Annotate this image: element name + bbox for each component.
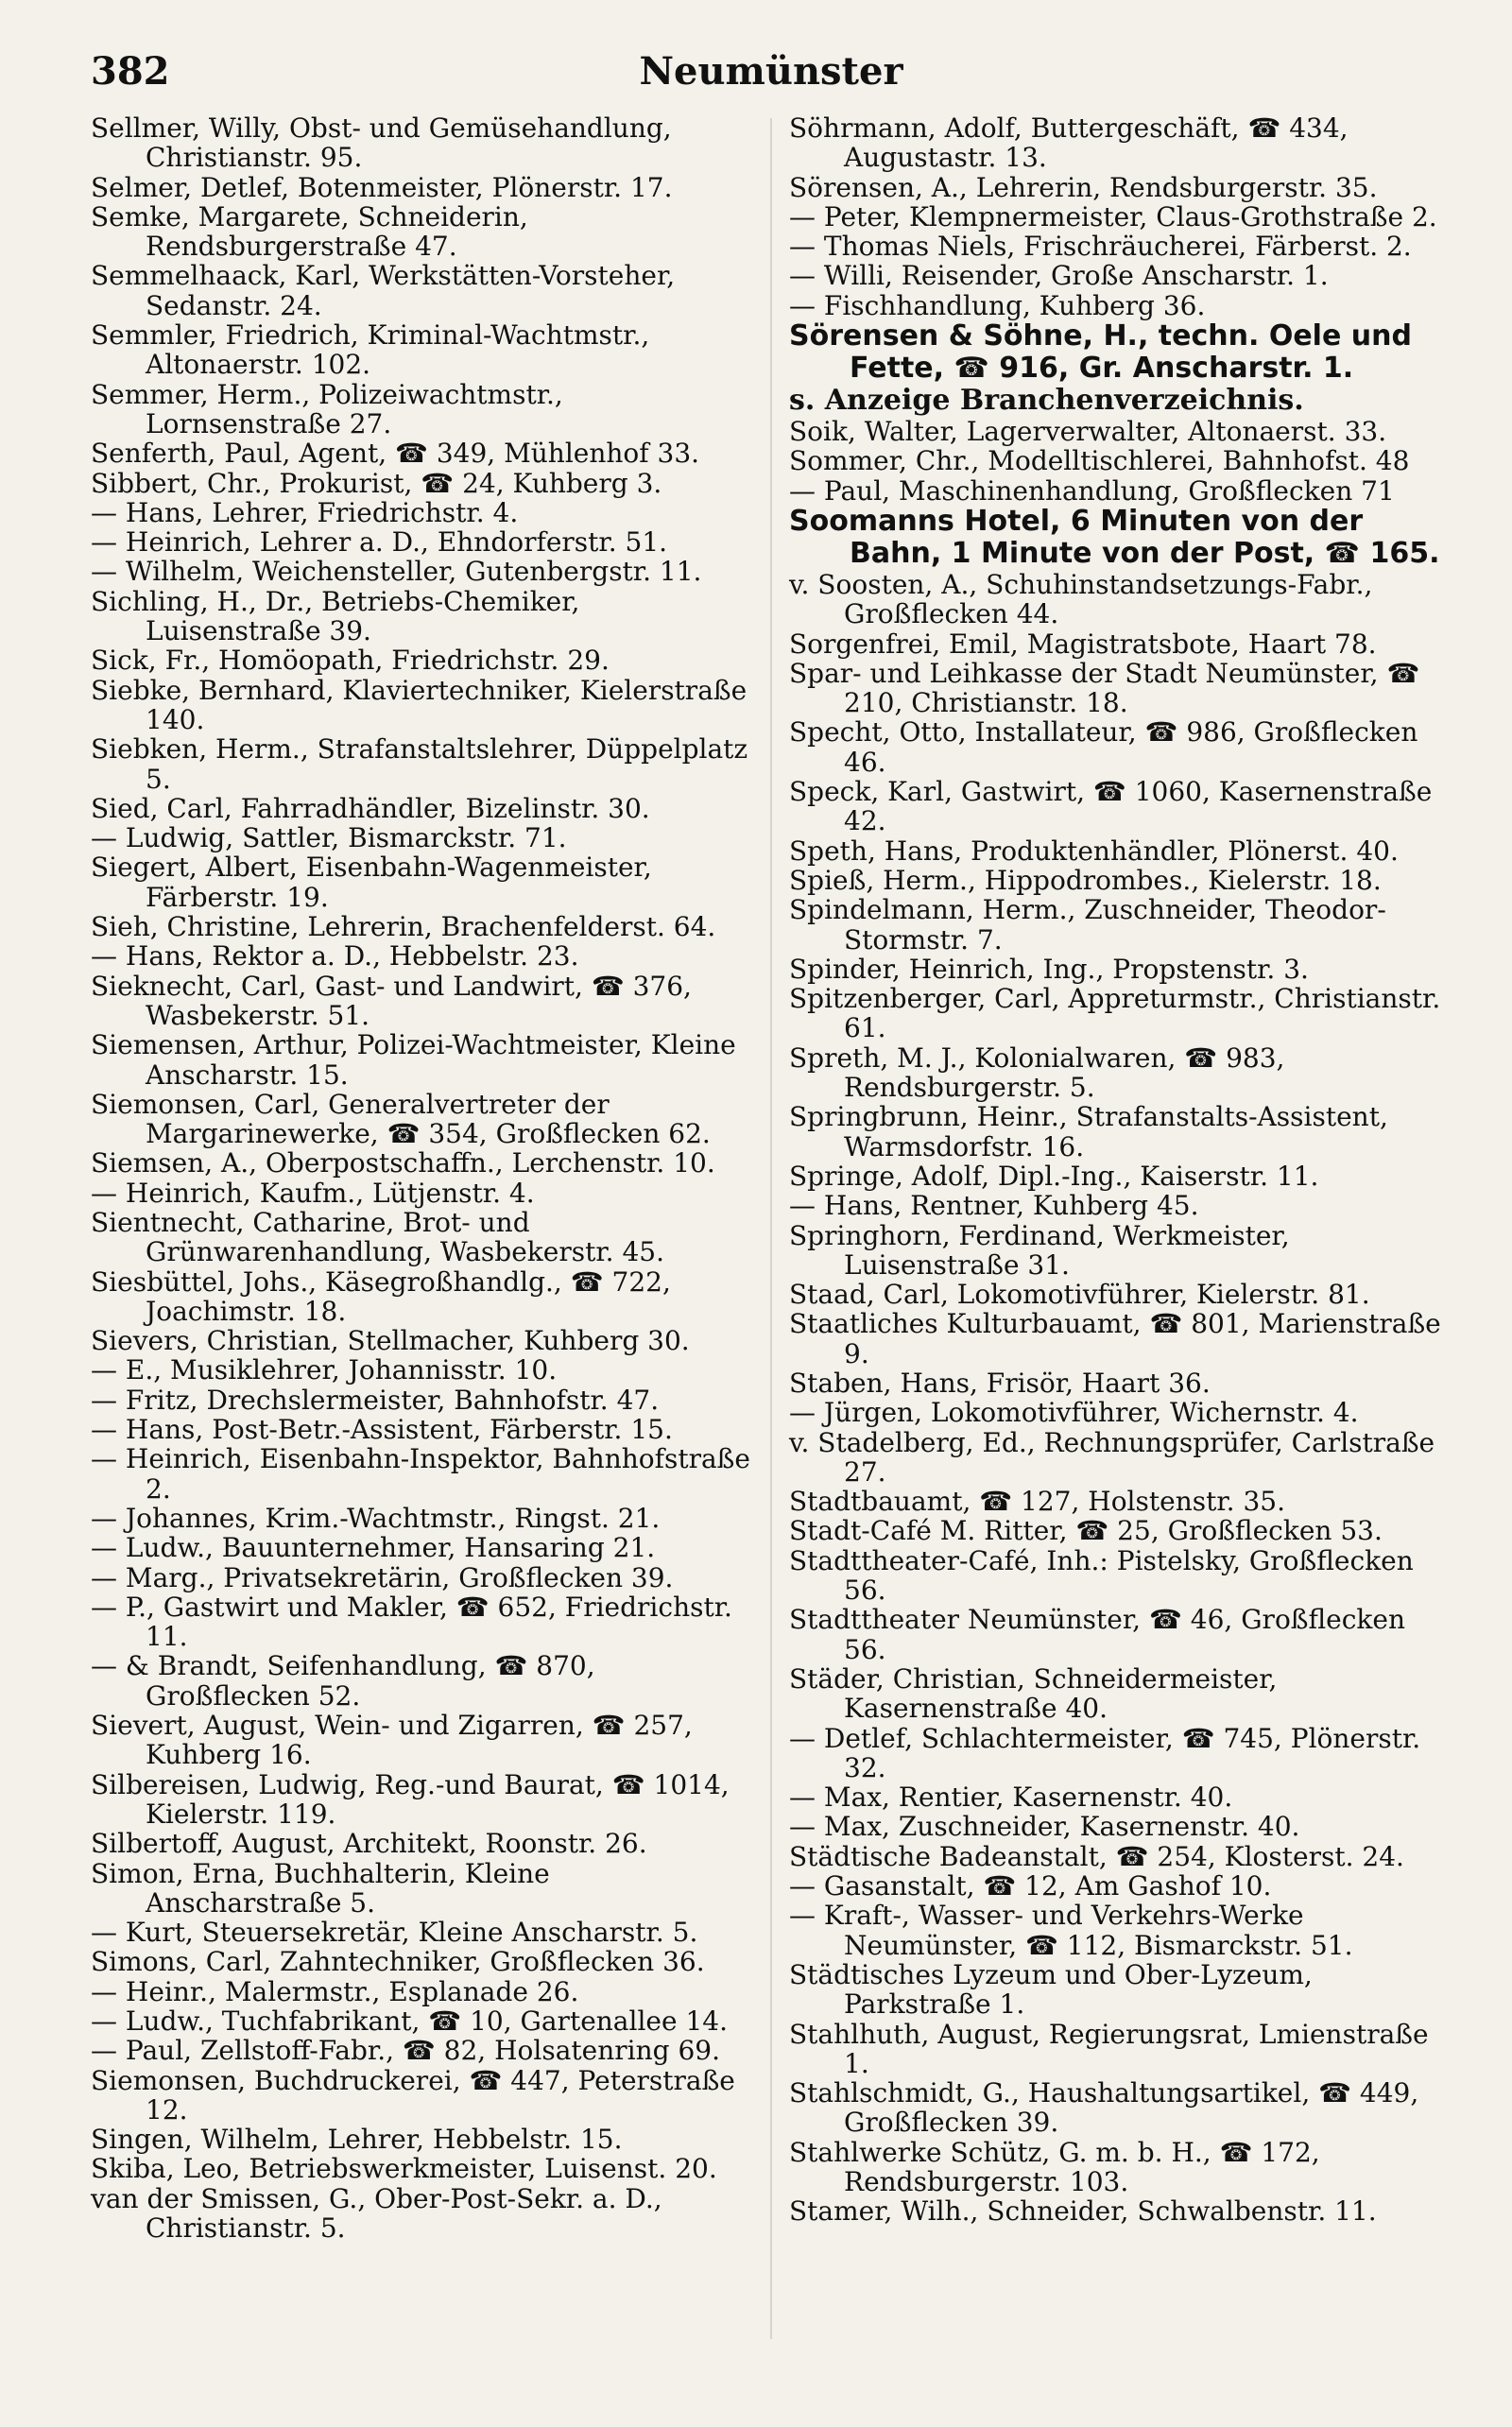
directory-entry: Springe, Adolf, Dipl.-Ing., Kaiserstr. 11.	[789, 1160, 1319, 1192]
directory-entry: Specht, Otto, Installateur, ☎ 986, Großflecken 46.	[789, 716, 1418, 778]
directory-entry: Senferth, Paul, Agent, ☎ 349, Mühlenhof 33.	[91, 438, 700, 470]
directory-entry: — Heinr., Malermstr., Esplanade 26.	[91, 1975, 579, 2007]
directory-entry: van der Smissen, G., Ober-Post-Sekr. a. D., Christianstr. 5.	[91, 2182, 662, 2245]
directory-entry: Stadt-Café M. Ritter, ☎ 25, Großflecken 53.	[789, 1515, 1383, 1547]
directory-entry: — P., Gastwirt und Makler, ☎ 652, Friedrichstr. 11.	[91, 1591, 732, 1653]
directory-entry: Sieh, Christine, Lehrerin, Brachenfelderst. 64.	[91, 911, 716, 943]
directory-entry: Siemonsen, Carl, Generalvertreter der Margarinewerke, ☎ 354, Großflecken 62.	[91, 1088, 711, 1150]
directory-entry: Speth, Hans, Produktenhändler, Plönerst. 40.	[789, 835, 1399, 867]
directory-entry: — & Brandt, Seifenhandlung, ☎ 870, Großflecken 52.	[91, 1650, 595, 1712]
directory-entry: — Paul, Zellstoff-Fabr., ☎ 82, Holsatenring 69.	[91, 2035, 720, 2067]
directory-entry: Sellmer, Willy, Obst- und Gemüsehandlung, Christianstr. 95.	[91, 112, 672, 174]
directory-entry: — Detlef, Schlachtermeister, ☎ 745, Plönerstr. 32.	[789, 1722, 1421, 1783]
directory-entry: s. Anzeige Branchenverzeichnis.	[789, 384, 1304, 418]
directory-entry: Stahlhuth, August, Regierungsrat, Lmienstraße 1.	[789, 2018, 1429, 2079]
directory-entry: Spar- und Leihkasse der Stadt Neumünster, ☎ 210, Christianstr. 18.	[789, 657, 1420, 719]
directory-entry: — Paul, Maschinenhandlung, Großflecken 71	[789, 474, 1395, 507]
directory-entry: Siebke, Bernhard, Klaviertechniker, Kielerstraße 140.	[91, 674, 747, 735]
directory-entry: Spieß, Herm., Hippodrombes., Kielerstr. 18.	[789, 864, 1382, 896]
directory-entry: — Heinrich, Eisenbahn-Inspektor, Bahnhofstraße 2.	[91, 1443, 750, 1505]
directory-entry: — Kraft-, Wasser- und Verkehrs-Werke Neumünster, ☎ 112, Bismarckstr. 51.	[789, 1900, 1353, 1961]
page-header	[91, 49, 1452, 106]
directory-entry: Spinder, Heinrich, Ing., Propstenstr. 3.	[789, 953, 1309, 985]
left-column	[91, 113, 752, 2243]
directory-entry: Siemsen, A., Oberpostschaffn., Lerchenstr. 10.	[91, 1147, 715, 1179]
directory-entry: v. Stadelberg, Ed., Rechnungsprüfer, Carlstraße 27.	[789, 1426, 1435, 1488]
directory-entry: — Jürgen, Lokomotivführer, Wichernstr. 4.	[789, 1397, 1359, 1429]
directory-entry: Staad, Carl, Lokomotivführer, Kielerstr. 81.	[789, 1279, 1370, 1311]
directory-entry: Silbereisen, Ludwig, Reg.-und Baurat, ☎ 1014, Kielerstr. 119.	[91, 1768, 730, 1830]
directory-entry: Semmler, Friedrich, Kriminal-Wachtmstr., Altonaerstr. 102.	[91, 319, 650, 381]
directory-entry: — Hans, Rentner, Kuhberg 45.	[789, 1190, 1199, 1222]
directory-entry: Sievert, August, Wein- und Zigarren, ☎ 257, Kuhberg 16.	[91, 1710, 693, 1771]
directory-entry: — Fritz, Drechslermeister, Bahnhofstr. 47.	[91, 1384, 660, 1416]
directory-entry: — Ludw., Bauunternehmer, Hansaring 21.	[91, 1532, 656, 1564]
directory-entry: Staatliches Kulturbauamt, ☎ 801, Marienstraße 9.	[789, 1308, 1441, 1369]
directory-entry: — E., Musiklehrer, Johannisstr. 10.	[91, 1354, 558, 1386]
directory-entry: Semke, Margarete, Schneiderin, Rendsburgerstraße 47.	[91, 200, 528, 263]
directory-entry: Siegert, Albert, Eisenbahn-Wagenmeister, Färberstr. 19.	[91, 852, 652, 913]
directory-entry: — Marg., Privatsekretärin, Großflecken 39.	[91, 1561, 674, 1593]
page-number: 382	[91, 49, 170, 94]
directory-entry: — Ludwig, Sattler, Bismarckstr. 71.	[91, 822, 567, 854]
directory-entry: Sieknecht, Carl, Gast- und Landwirt, ☎ 376, Wasbekerstr. 51.	[91, 970, 692, 1031]
directory-entry: — Heinrich, Kaufm., Lütjenstr. 4.	[91, 1177, 535, 1209]
directory-entry: Sientnecht, Catharine, Brot- und Grünwarenhandlung, Wasbekerstr. 45.	[91, 1206, 664, 1268]
directory-entry: Stadtbauamt, ☎ 127, Holstenstr. 35.	[789, 1486, 1285, 1518]
directory-entry: — Max, Zuschneider, Kasernenstr. 40.	[789, 1811, 1300, 1843]
directory-entry: Semmer, Herm., Polizeiwachtmstr., Lornsenstraße 27.	[91, 378, 563, 439]
directory-entry: — Hans, Post-Betr.-Assistent, Färberstr. 15.	[91, 1414, 673, 1446]
directory-entry: v. Soosten, A., Schuhinstandsetzungs-Fabr., Großflecken 44.	[789, 568, 1373, 630]
directory-entry: — Heinrich, Lehrer a. D., Ehndorferstr. 51.	[91, 526, 668, 559]
directory-entry: Spitzenberger, Carl, Appreturmstr., Christianstr. 61.	[789, 983, 1441, 1044]
directory-entry: Städtische Badeanstalt, ☎ 254, Klosterst. 24.	[789, 1840, 1404, 1872]
directory-entry: — Thomas Niels, Frischräucherei, Färberst. 2.	[789, 231, 1412, 263]
directory-entry: — Peter, Klempnermeister, Claus-Grothstraße 2.	[789, 200, 1437, 232]
directory-entry: — Gasanstalt, ☎ 12, Am Gashof 10.	[789, 1870, 1272, 1902]
directory-entry: Semmelhaack, Karl, Werkstätten-Vorsteher, Sedanstr. 24.	[91, 260, 676, 321]
directory-entry: Stamer, Wilh., Schneider, Schwalbenstr. 11.	[789, 2195, 1377, 2228]
directory-entry: Skiba, Leo, Betriebswerkmeister, Luisenst. 20.	[91, 2153, 717, 2185]
directory-entry: Staben, Hans, Frisör, Haart 36.	[789, 1367, 1211, 1399]
directory-entry: Sied, Carl, Fahrradhändler, Bizelinstr. 30.	[91, 792, 650, 824]
directory-entry: Siemonsen, Buchdruckerei, ☎ 447, Peterstraße 12.	[91, 2064, 735, 2126]
column-divider	[770, 118, 772, 2339]
directory-entry: — Max, Rentier, Kasernenstr. 40.	[789, 1782, 1233, 1814]
directory-entry: Siesbüttel, Johs., Käsegroßhandlg., ☎ 722, Joachimstr. 18.	[91, 1265, 671, 1327]
directory-entry: Sibbert, Chr., Prokurist, ☎ 24, Kuhberg 3.	[91, 467, 662, 499]
directory-entry: Sorgenfrei, Emil, Magistratsbote, Haart 78.	[789, 628, 1377, 660]
directory-entry: — Hans, Rektor a. D., Hebbelstr. 23.	[91, 940, 579, 973]
directory-entry: — Kurt, Steuersekretär, Kleine Anscharstr. 5.	[91, 1917, 698, 1949]
directory-entry: — Ludw., Tuchfabrikant, ☎ 10, Gartenallee 14.	[91, 2005, 728, 2037]
directory-entry: Stahlschmidt, G., Haushaltungsartikel, ☎ 449, Großflecken 39.	[789, 2077, 1419, 2139]
directory-entry: Spreth, M. J., Kolonialwaren, ☎ 983, Rendsburgerstr. 5.	[789, 1041, 1285, 1104]
directory-entry: Speck, Karl, Gastwirt, ☎ 1060, Kasernenstraße 42.	[789, 776, 1433, 837]
directory-entry: Soik, Walter, Lagerverwalter, Altonaerst. 33.	[789, 416, 1387, 448]
directory-entry: Soomanns Hotel, 6 Minuten von der Bahn, 1 Minute von der Post, ☎ 165.	[789, 504, 1440, 570]
directory-entry: Selmer, Detlef, Botenmeister, Plönerstr. 17.	[91, 171, 673, 203]
directory-entry: Singen, Wilhelm, Lehrer, Hebbelstr. 15.	[91, 2124, 623, 2156]
directory-entry: Sick, Fr., Homöopath, Friedrichstr. 29.	[91, 645, 610, 677]
directory-entry: Siebken, Herm., Strafanstaltslehrer, Düppelplatz 5.	[91, 733, 748, 795]
directory-entry: Städtisches Lyzeum und Ober-Lyzeum, Parkstraße 1.	[789, 1958, 1313, 2021]
directory-entry: Sommer, Chr., Modelltischlerei, Bahnhofst. 48	[789, 445, 1410, 477]
directory-entry: Stadttheater Neumünster, ☎ 46, Großflecken 56.	[789, 1604, 1405, 1665]
page-title: Neumünster	[639, 49, 903, 94]
directory-entry: Springbrunn, Heinr., Strafanstalts-Assistent, Warmsdorfstr. 16.	[789, 1101, 1388, 1162]
directory-entry: — Johannes, Krim.-Wachtmstr., Ringst. 21.	[91, 1502, 661, 1534]
directory-entry: Städer, Christian, Schneidermeister, Kasernenstraße 40.	[789, 1662, 1278, 1725]
directory-entry: Sörensen, A., Lehrerin, Rendsburgerstr. 35.	[789, 171, 1378, 203]
directory-entry: Siemensen, Arthur, Polizei-Wachtmeister, Kleine Anscharstr. 15.	[91, 1029, 736, 1091]
directory-entry: Sichling, H., Dr., Betriebs-Chemiker, Luisenstraße 39.	[91, 585, 580, 647]
directory-entry: Sörensen & Söhne, H., techn. Oele und Fette, ☎ 916, Gr. Anscharstr. 1.	[789, 319, 1412, 386]
directory-entry: Stahlwerke Schütz, G. m. b. H., ☎ 172, Rendsburgerstr. 103.	[789, 2136, 1320, 2197]
directory-entry: — Hans, Lehrer, Friedrichstr. 4.	[91, 496, 519, 528]
directory-entry: Stadttheater-Café, Inh.: Pistelsky, Großflecken 56.	[789, 1544, 1414, 1607]
directory-entry: Simon, Erna, Buchhalterin, Kleine Anscharstraße 5.	[91, 1857, 550, 1919]
right-column	[789, 113, 1451, 2227]
directory-entry: Springhorn, Ferdinand, Werkmeister, Luisenstraße 31.	[789, 1219, 1290, 1281]
directory-entry: Silbertoff, August, Architekt, Roonstr. 26.	[91, 1828, 647, 1860]
directory-entry: — Wilhelm, Weichensteller, Gutenbergstr. 11.	[91, 556, 702, 588]
directory-entry: Spindelmann, Herm., Zuschneider, Theodor-Stormstr. 7.	[789, 894, 1386, 955]
directory-entry: — Willi, Reisender, Große Anscharstr. 1.	[789, 260, 1329, 292]
directory-entry: Simons, Carl, Zahntechniker, Großflecken 36.	[91, 1946, 705, 1978]
directory-entry: Sievers, Christian, Stellmacher, Kuhberg 30.	[91, 1325, 690, 1357]
directory-entry: — Fischhandlung, Kuhberg 36.	[789, 289, 1206, 321]
directory-entry: Söhrmann, Adolf, Buttergeschäft, ☎ 434, Augustastr. 13.	[789, 112, 1349, 174]
